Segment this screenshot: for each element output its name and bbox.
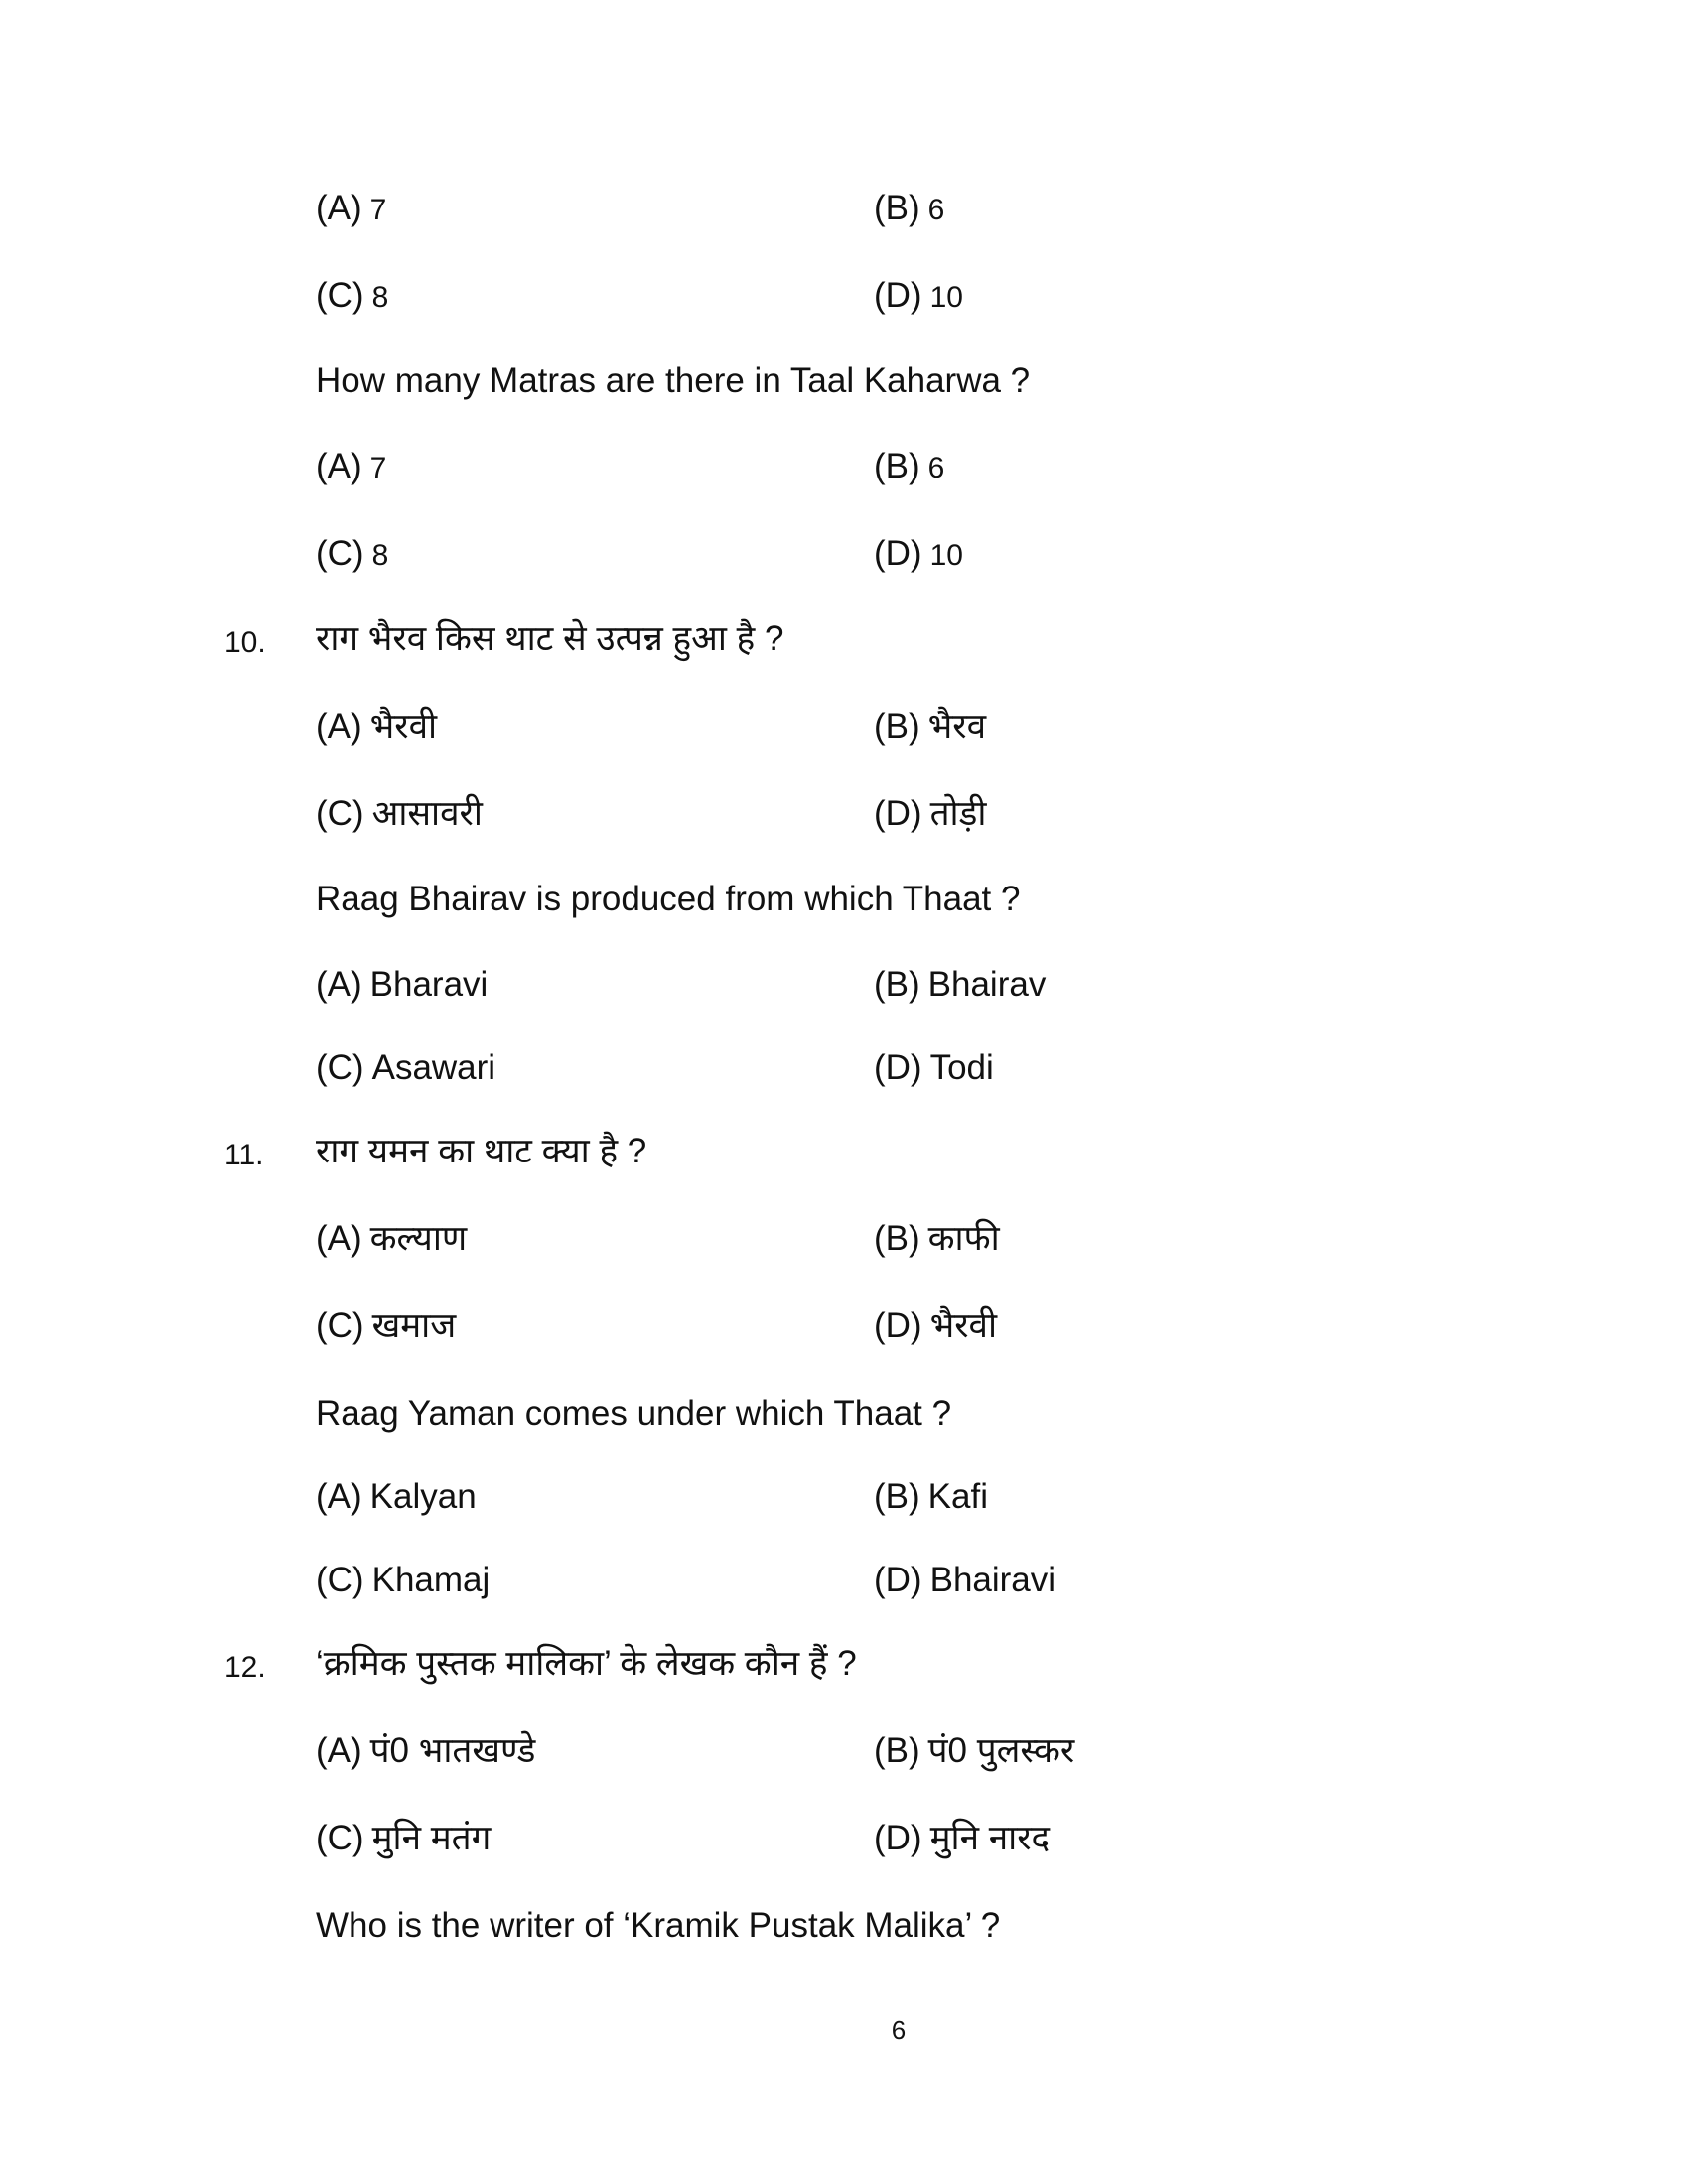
- option-label: (D): [874, 1561, 922, 1599]
- option-text: तोड़ी: [929, 794, 987, 833]
- question-text-hindi: राग भैरव किस थाट से उत्पन्न हुआ है ?: [316, 619, 784, 658]
- option-text: Kafi: [927, 1477, 988, 1516]
- option-text: 7: [369, 194, 387, 226]
- question-text-hindi: ‘क्रमिक पुस्तक मालिका’ के लेखक कौन हैं ?: [316, 1644, 857, 1683]
- option-d: [874, 1304, 997, 1348]
- option-label: (D): [874, 1819, 922, 1857]
- option-label: (A): [316, 1731, 362, 1770]
- option-label: (C): [316, 1306, 364, 1345]
- option-text: भैरवी: [929, 1306, 998, 1345]
- question-number: 12.: [224, 1651, 266, 1684]
- option-label: (C): [316, 1819, 364, 1857]
- option-label: (C): [316, 794, 364, 833]
- question-number: 10.: [224, 626, 266, 659]
- option-label: (D): [874, 1306, 922, 1345]
- option-label: (D): [874, 534, 922, 573]
- option-d: [874, 532, 963, 578]
- option-a: [316, 187, 386, 232]
- option-c: [316, 1559, 490, 1602]
- option-c: [316, 792, 483, 836]
- option-text: Bhairav: [927, 965, 1047, 1004]
- option-text: 8: [371, 539, 389, 572]
- option-label: (D): [874, 276, 922, 315]
- option-text: कल्याण: [369, 1219, 468, 1258]
- page-number: 6: [891, 2015, 907, 2045]
- option-d: [874, 1046, 994, 1090]
- option-label: (C): [316, 1048, 364, 1087]
- option-b: [874, 705, 986, 749]
- option-d: [874, 792, 986, 836]
- option-c: [316, 1304, 456, 1348]
- question-text-english: Raag Bhairav is produced from which Thaat ?: [316, 880, 1021, 918]
- option-label: (B): [874, 707, 920, 746]
- option-label: (A): [316, 189, 362, 227]
- option-b: [874, 1217, 1000, 1261]
- option-text: मुनि मतंग: [371, 1819, 492, 1857]
- option-text: Todi: [929, 1048, 994, 1087]
- option-text: मुनि नारद: [929, 1819, 1051, 1857]
- option-text: भैरव: [927, 707, 987, 746]
- option-text: 8: [371, 281, 389, 314]
- option-a: [316, 963, 488, 1007]
- option-b: [874, 445, 944, 490]
- question-text-english: Who is the writer of ‘Kramik Pustak Malika’ ?: [316, 1906, 1001, 1945]
- option-b: [874, 187, 944, 232]
- option-d: [874, 274, 963, 320]
- question-text-english: How many Matras are there in Taal Kaharwa ?: [316, 361, 1031, 400]
- option-label: (B): [874, 965, 920, 1004]
- option-label: (B): [874, 1219, 920, 1258]
- option-b: [874, 1475, 988, 1519]
- option-label: (B): [874, 1477, 920, 1516]
- option-label: (A): [316, 965, 362, 1004]
- option-a: [316, 1475, 477, 1519]
- option-c: [316, 1817, 491, 1860]
- option-text: 10: [929, 281, 963, 314]
- option-a: [316, 705, 437, 749]
- option-label: (D): [874, 1048, 922, 1087]
- option-text: काफी: [927, 1219, 1000, 1258]
- option-label: (A): [316, 447, 362, 485]
- option-label: (C): [316, 534, 364, 573]
- option-a: [316, 1729, 535, 1773]
- option-a: [316, 445, 386, 490]
- option-text: 6: [927, 194, 945, 226]
- option-label: (B): [874, 447, 920, 485]
- option-c: [316, 532, 388, 578]
- question-number: 11.: [224, 1139, 264, 1171]
- option-a: [316, 1217, 467, 1261]
- option-label: (A): [316, 707, 362, 746]
- option-text: भैरवी: [369, 707, 438, 746]
- question-text-hindi: राग यमन का थाट क्या है ?: [316, 1132, 647, 1170]
- option-label: (A): [316, 1477, 362, 1516]
- option-text: पं0 पुलस्कर: [927, 1731, 1075, 1770]
- option-label: (D): [874, 794, 922, 833]
- option-label: (C): [316, 276, 364, 315]
- option-text: Bhairavi: [929, 1561, 1056, 1599]
- option-b: [874, 1729, 1074, 1773]
- option-label: (B): [874, 189, 920, 227]
- option-text: 7: [369, 452, 387, 484]
- option-text: Bharavi: [369, 965, 489, 1004]
- option-text: आसावरी: [371, 794, 483, 833]
- option-label: (A): [316, 1219, 362, 1258]
- option-label: (B): [874, 1731, 920, 1770]
- option-d: [874, 1817, 1050, 1860]
- question-text-english: Raag Yaman comes under which Thaat ?: [316, 1394, 952, 1433]
- option-b: [874, 963, 1046, 1007]
- option-text: पं0 भातखण्डे: [369, 1731, 536, 1770]
- option-text: 10: [929, 539, 963, 572]
- option-c: [316, 274, 388, 320]
- option-text: Asawari: [371, 1048, 496, 1087]
- option-text: Kalyan: [369, 1477, 477, 1516]
- option-label: (C): [316, 1561, 364, 1599]
- option-text: 6: [927, 452, 945, 484]
- option-c: [316, 1046, 495, 1090]
- option-text: Khamaj: [371, 1561, 491, 1599]
- option-d: [874, 1559, 1055, 1602]
- option-text: खमाज: [371, 1306, 457, 1345]
